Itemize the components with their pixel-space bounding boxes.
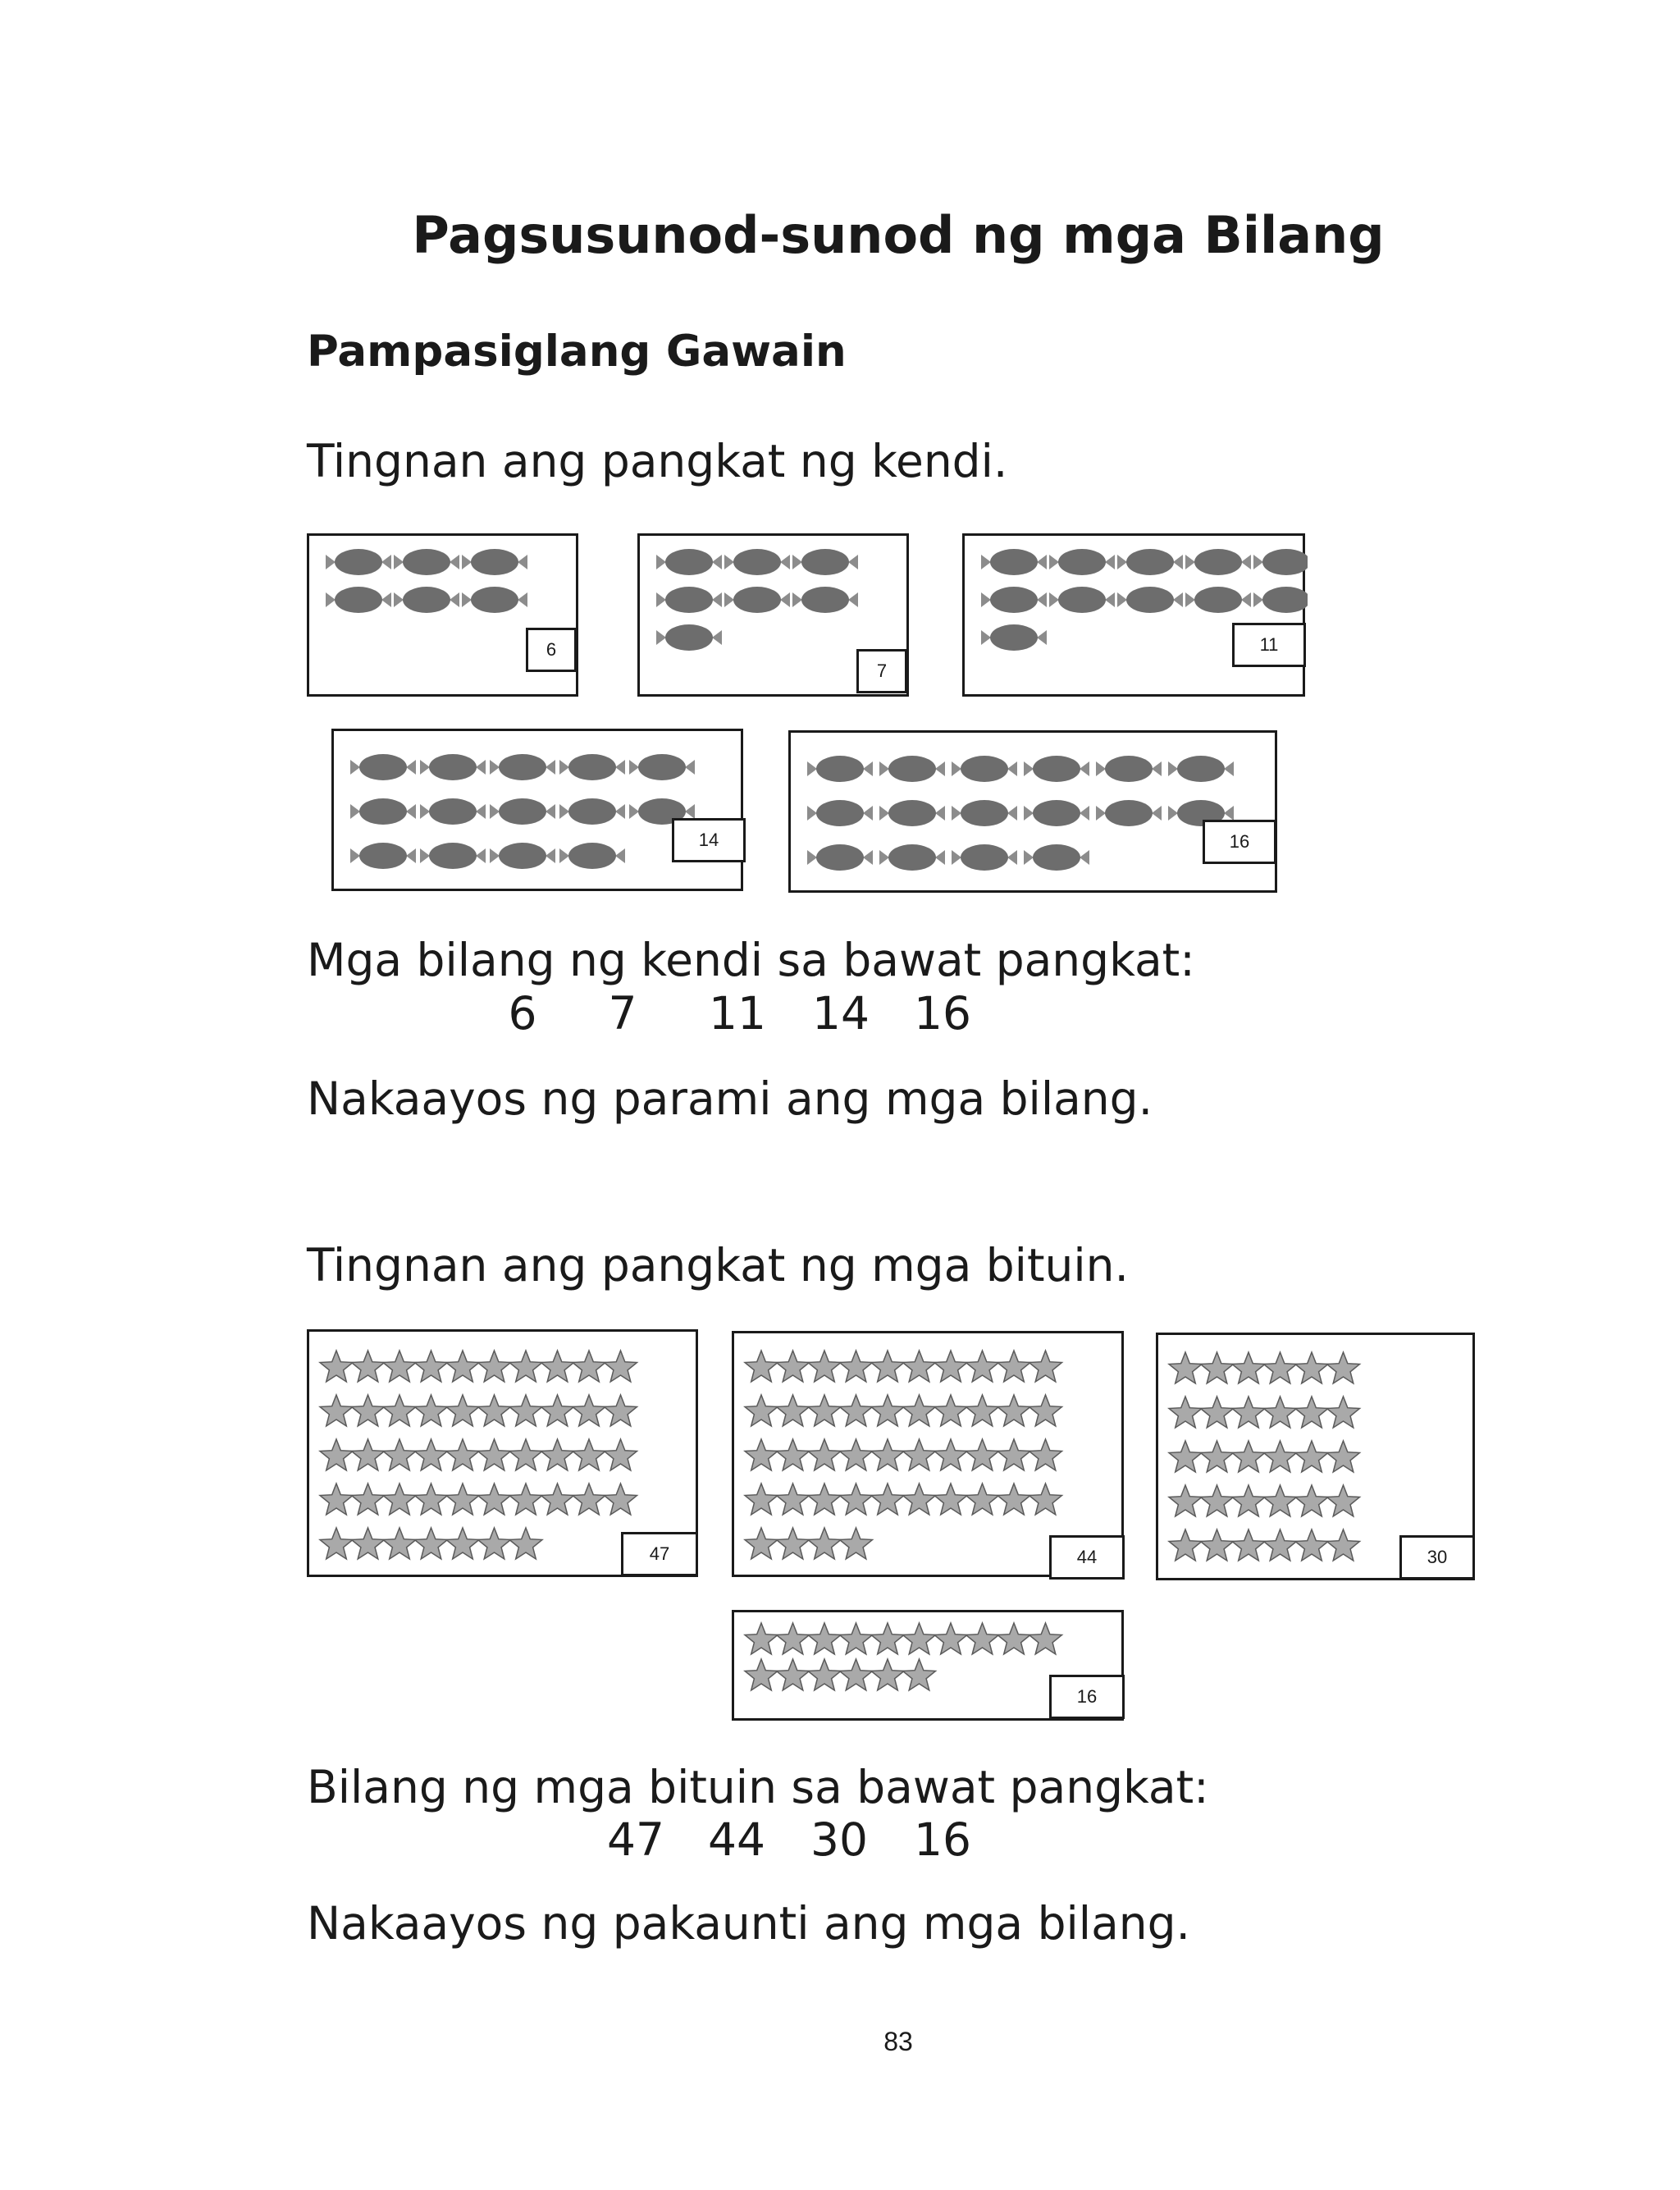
star-icon	[1295, 1352, 1328, 1383]
candy-icon	[629, 754, 695, 780]
candy-icon	[952, 844, 1017, 871]
candy-count-label: 7	[856, 649, 907, 693]
star-icon	[840, 1623, 873, 1654]
candy-count-label: 6	[526, 628, 577, 672]
star-icon	[320, 1528, 353, 1559]
candy-count-label: 16	[1203, 820, 1276, 864]
star-icon	[541, 1395, 574, 1426]
star-count-label: 16	[1049, 1675, 1125, 1719]
candy-number-3: 11	[709, 987, 766, 1040]
candy-icon	[792, 587, 858, 613]
candy-icon	[1117, 587, 1183, 613]
star-count-label: 30	[1399, 1535, 1475, 1580]
star-icon	[573, 1395, 605, 1426]
candy-icon	[420, 798, 486, 825]
star-icon	[509, 1351, 542, 1382]
star-icon	[1232, 1352, 1265, 1383]
candy-icon	[462, 587, 527, 613]
star-icon	[966, 1439, 999, 1470]
section-subtitle: Pampasiglang Gawain	[307, 327, 847, 377]
candy-icon	[981, 587, 1047, 613]
star-icon	[1295, 1397, 1328, 1428]
star-group-3	[1156, 1333, 1475, 1580]
candy-icon	[1049, 587, 1115, 613]
candy-icon	[807, 844, 873, 871]
candy-icon	[462, 549, 527, 575]
star-icon	[352, 1351, 385, 1382]
candy-icon	[1168, 756, 1234, 782]
star-icon	[745, 1484, 778, 1515]
star-icon	[966, 1623, 999, 1654]
star-icon	[903, 1484, 936, 1515]
star-icon	[1264, 1397, 1297, 1428]
star-icon	[934, 1395, 967, 1426]
star-icon	[1169, 1485, 1202, 1516]
star-icon	[1029, 1351, 1062, 1382]
star-icon	[352, 1439, 385, 1470]
star-count-label: 44	[1049, 1535, 1125, 1580]
star-icon	[1295, 1529, 1328, 1561]
star-icon	[998, 1351, 1030, 1382]
star-icon	[903, 1351, 936, 1382]
candy-instruction: Tingnan ang pangkat ng kendi.	[307, 435, 1008, 487]
star-icon	[509, 1528, 542, 1559]
candy-icon	[952, 800, 1017, 826]
star-icon	[840, 1351, 873, 1382]
star-icon	[777, 1659, 810, 1690]
star-icon	[745, 1351, 778, 1382]
candy-count-label: 14	[672, 818, 746, 862]
candy-caption: Mga bilang ng kendi sa bawat pangkat:	[307, 934, 1195, 986]
star-icon	[808, 1351, 841, 1382]
page-number: 83	[883, 2027, 913, 2056]
star-icon	[1232, 1441, 1265, 1472]
star-icon	[777, 1351, 810, 1382]
star-icon	[903, 1395, 936, 1426]
star-icon	[1029, 1395, 1062, 1426]
star-icon	[840, 1439, 873, 1470]
star-icon	[541, 1439, 574, 1470]
star-icon	[840, 1484, 873, 1515]
star-icon	[509, 1439, 542, 1470]
star-group-4	[732, 1610, 1124, 1721]
star-icon	[777, 1484, 810, 1515]
candy-icon	[1253, 587, 1308, 613]
candy-icons	[309, 536, 581, 699]
star-icon	[320, 1395, 353, 1426]
star-count-label: 47	[621, 1532, 698, 1576]
candy-icon	[326, 587, 391, 613]
candy-icon	[807, 800, 873, 826]
star-icon	[871, 1659, 904, 1690]
candy-icon	[1096, 756, 1162, 782]
candy-count-label: 11	[1232, 623, 1306, 667]
star-icon	[1029, 1623, 1062, 1654]
star-icon	[383, 1439, 416, 1470]
candy-icon	[326, 549, 391, 575]
star-icon	[1327, 1441, 1360, 1472]
candy-icon	[394, 549, 459, 575]
candy-group-1	[307, 533, 578, 697]
star-icon	[871, 1439, 904, 1470]
star-icon	[352, 1395, 385, 1426]
candy-icon	[807, 756, 873, 782]
star-icon	[1029, 1439, 1062, 1470]
star-icon	[383, 1351, 416, 1382]
star-icon	[478, 1395, 511, 1426]
star-icon	[808, 1623, 841, 1654]
star-icon	[808, 1528, 841, 1559]
star-icon	[1327, 1397, 1360, 1428]
star-icon	[934, 1351, 967, 1382]
star-group-1	[307, 1329, 698, 1577]
star-icon	[383, 1395, 416, 1426]
star-icon	[903, 1439, 936, 1470]
star-icon	[415, 1439, 448, 1470]
star-icon	[1029, 1484, 1062, 1515]
star-icon	[383, 1484, 416, 1515]
candy-icon	[559, 754, 625, 780]
candy-conclusion: Nakaayos ng parami ang mga bilang.	[307, 1072, 1153, 1125]
star-icon	[478, 1528, 511, 1559]
star-number-2: 44	[708, 1813, 765, 1866]
candy-icon	[490, 754, 555, 780]
candy-icon	[879, 756, 945, 782]
candy-number-2: 7	[608, 987, 637, 1040]
star-icon	[777, 1439, 810, 1470]
star-icon	[383, 1528, 416, 1559]
candy-icon	[656, 549, 722, 575]
star-icon	[745, 1439, 778, 1470]
star-number-1: 47	[607, 1813, 664, 1866]
candy-icon	[420, 843, 486, 869]
candy-number-4: 14	[812, 987, 870, 1040]
star-icon	[605, 1484, 637, 1515]
candy-icon	[1024, 756, 1089, 782]
star-icon	[745, 1528, 778, 1559]
star-icon	[1295, 1485, 1328, 1516]
star-icon	[1169, 1441, 1202, 1472]
star-icon	[415, 1528, 448, 1559]
star-icon	[352, 1528, 385, 1559]
star-icon	[1264, 1529, 1297, 1561]
star-icon	[446, 1351, 479, 1382]
star-icon	[840, 1395, 873, 1426]
star-icon	[1201, 1441, 1234, 1472]
star-icon	[509, 1484, 542, 1515]
star-icon	[573, 1351, 605, 1382]
candy-group-3	[962, 533, 1305, 697]
star-icon	[1327, 1485, 1360, 1516]
star-number-4: 16	[914, 1813, 971, 1866]
star-icon	[1264, 1485, 1297, 1516]
candy-icon	[1117, 549, 1183, 575]
candy-icon	[490, 843, 555, 869]
star-icon	[808, 1439, 841, 1470]
star-group-2	[732, 1331, 1124, 1577]
candy-group-4	[331, 729, 743, 891]
star-icon	[446, 1395, 479, 1426]
star-icon	[871, 1395, 904, 1426]
candy-icon	[724, 587, 790, 613]
candy-icon	[981, 624, 1047, 651]
candy-icon	[350, 843, 416, 869]
star-icon	[745, 1659, 778, 1690]
star-icon	[777, 1395, 810, 1426]
star-icon	[966, 1395, 999, 1426]
star-icon	[478, 1351, 511, 1382]
candy-icon	[879, 844, 945, 871]
star-icon	[509, 1395, 542, 1426]
star-icon	[934, 1484, 967, 1515]
star-icon	[1264, 1441, 1297, 1472]
candy-icon	[1024, 844, 1089, 871]
star-icon	[1169, 1529, 1202, 1561]
star-icon	[840, 1659, 873, 1690]
star-icon	[1201, 1485, 1234, 1516]
star-icon	[777, 1623, 810, 1654]
star-icon	[903, 1623, 936, 1654]
star-icon	[808, 1395, 841, 1426]
candy-icon	[1096, 800, 1162, 826]
star-icon	[1232, 1397, 1265, 1428]
star-icon	[1201, 1352, 1234, 1383]
candy-group-2	[637, 533, 909, 697]
star-icon	[966, 1484, 999, 1515]
star-icon	[415, 1351, 448, 1382]
star-icon	[840, 1528, 873, 1559]
star-icon	[1295, 1441, 1328, 1472]
star-icon	[446, 1484, 479, 1515]
candy-icon	[420, 754, 486, 780]
candy-icon	[490, 798, 555, 825]
star-icon	[1327, 1529, 1360, 1561]
candy-icons	[965, 536, 1308, 699]
star-caption: Bilang ng mga bituin sa bawat pangkat:	[307, 1761, 1209, 1813]
star-icon	[605, 1395, 637, 1426]
star-number-3: 30	[810, 1813, 868, 1866]
star-icon	[541, 1351, 574, 1382]
star-icon	[1169, 1397, 1202, 1428]
star-icon	[605, 1351, 637, 1382]
page-title: Pagsusunod-sunod ng mga Bilang	[412, 205, 1385, 265]
star-icon	[478, 1439, 511, 1470]
candy-icon	[1185, 549, 1251, 575]
candy-number-1: 6	[508, 987, 537, 1040]
star-icon	[871, 1351, 904, 1382]
star-icon	[1232, 1529, 1265, 1561]
candy-icon	[952, 756, 1017, 782]
candy-icon	[559, 798, 625, 825]
star-icon	[446, 1528, 479, 1559]
star-icon	[605, 1439, 637, 1470]
star-icon	[541, 1484, 574, 1515]
star-icon	[1327, 1352, 1360, 1383]
star-icon	[903, 1659, 936, 1690]
star-icon	[573, 1439, 605, 1470]
star-icon	[478, 1484, 511, 1515]
star-icon	[998, 1395, 1030, 1426]
star-icon	[1201, 1529, 1234, 1561]
star-icon	[415, 1484, 448, 1515]
star-icon	[998, 1484, 1030, 1515]
candy-number-5: 16	[914, 987, 971, 1040]
candy-icon	[724, 549, 790, 575]
candy-group-5	[788, 730, 1277, 893]
candy-icon	[394, 587, 459, 613]
star-icon	[320, 1484, 353, 1515]
star-icon	[446, 1439, 479, 1470]
star-icon	[1201, 1397, 1234, 1428]
star-icon	[573, 1484, 605, 1515]
star-icon	[415, 1395, 448, 1426]
star-icon	[745, 1395, 778, 1426]
candy-icon	[1185, 587, 1251, 613]
star-icon	[808, 1484, 841, 1515]
star-icon	[871, 1623, 904, 1654]
candy-icon	[981, 549, 1047, 575]
candy-icon	[792, 549, 858, 575]
star-icon	[998, 1439, 1030, 1470]
star-icon	[777, 1528, 810, 1559]
candy-icon	[350, 754, 416, 780]
star-icon	[1169, 1352, 1202, 1383]
candy-icons	[791, 733, 1280, 895]
candy-icon	[1253, 549, 1308, 575]
star-conclusion: Nakaayos ng pakaunti ang mga bilang.	[307, 1897, 1191, 1950]
candy-icon	[656, 624, 722, 651]
star-icon	[934, 1439, 967, 1470]
candy-icon	[1024, 800, 1089, 826]
star-icon	[998, 1623, 1030, 1654]
star-icon	[745, 1623, 778, 1654]
star-icon	[1232, 1485, 1265, 1516]
candy-icon	[879, 800, 945, 826]
candy-icon	[350, 798, 416, 825]
candy-icon	[559, 843, 625, 869]
star-icon	[1264, 1352, 1297, 1383]
star-icon	[934, 1623, 967, 1654]
candy-icons	[334, 731, 746, 894]
candy-icon	[656, 587, 722, 613]
star-icon	[352, 1484, 385, 1515]
star-icon	[871, 1484, 904, 1515]
star-icon	[320, 1439, 353, 1470]
star-icon	[966, 1351, 999, 1382]
candy-icon	[1049, 549, 1115, 575]
star-icon	[320, 1351, 353, 1382]
star-icon	[808, 1659, 841, 1690]
star-instruction: Tingnan ang pangkat ng mga bituin.	[307, 1239, 1130, 1292]
